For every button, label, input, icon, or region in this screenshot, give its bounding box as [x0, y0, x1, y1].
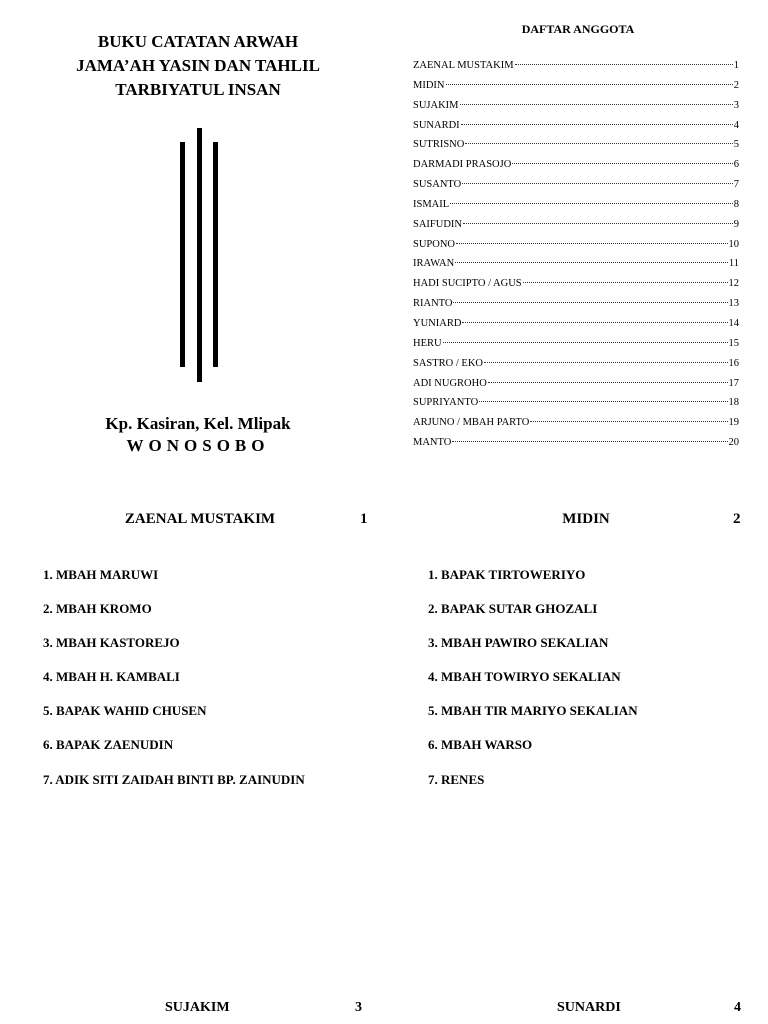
list-item: 5. MBAH TIR MARIYO SEKALIAN: [428, 703, 638, 719]
member-page: 10: [728, 238, 739, 250]
list-item: 6. BAPAK ZAENUDIN: [43, 737, 174, 753]
member-row: [413, 195, 739, 215]
list-item: 7. RENES: [428, 771, 485, 787]
dot-leader: [465, 143, 732, 144]
section-name: MIDIN: [562, 511, 610, 527]
cover-title-line-3: TARBIYATUL INSAN: [115, 80, 281, 99]
member-page: 16: [728, 357, 739, 369]
cover-title-line-1: BUKU CATATAN ARWAH: [97, 32, 299, 51]
member-name: SUSANTO: [413, 179, 462, 191]
member-name: ISMAIL: [413, 198, 450, 210]
member-row: [413, 393, 739, 413]
member-row: [413, 254, 739, 274]
member-name: HERU: [413, 337, 442, 349]
member-page: 7: [733, 179, 739, 191]
ornament-bar-right: [213, 142, 218, 367]
section-name: SUNARDI: [557, 1000, 621, 1015]
section-number: 4: [734, 1000, 741, 1015]
dot-leader: [453, 302, 727, 303]
member-row: [413, 314, 739, 334]
member-row: [413, 135, 739, 155]
cover-place: Kp. Kasiran, Kel. Mlipak: [105, 414, 291, 433]
member-page: 1: [733, 60, 739, 71]
member-name: SAIFUDIN: [413, 218, 463, 230]
list-item: 3. MBAH KASTOREJO: [43, 635, 180, 651]
member-name: DARMADI PRASOJO: [413, 159, 512, 171]
section-number-3-wrap: [355, 1000, 362, 1016]
member-page: 5: [733, 139, 739, 151]
member-name: ARJUNO / MBAH PARTO: [413, 417, 530, 429]
member-name: ZAENAL MUSTAKIM: [413, 60, 514, 71]
member-row: [413, 96, 739, 116]
member-page: 13: [728, 298, 739, 310]
dot-leader: [456, 243, 727, 244]
list-item: 2. MBAH KROMO: [43, 601, 152, 617]
section-number: 2: [733, 511, 741, 527]
member-row: [413, 334, 739, 354]
member-row: [413, 354, 739, 374]
member-page: 20: [728, 437, 739, 449]
dot-leader: [484, 362, 727, 363]
section-name: ZAENAL MUSTAKIM: [124, 511, 276, 527]
dot-leader: [515, 64, 733, 65]
member-row: [413, 413, 739, 433]
member-page: 11: [728, 258, 739, 270]
member-page: 2: [733, 79, 739, 91]
member-row: [413, 155, 739, 175]
section-name: SUJAKIM: [165, 1000, 230, 1015]
member-row: [413, 76, 739, 96]
dot-leader: [462, 183, 733, 184]
member-page: 3: [733, 99, 739, 111]
member-row: [413, 56, 739, 76]
member-page: 18: [728, 397, 739, 409]
section-number-2-wrap: [733, 511, 741, 528]
list-item: 2. BAPAK SUTAR GHOZALI: [428, 601, 598, 617]
member-row: [413, 433, 739, 453]
dot-leader: [512, 163, 732, 164]
member-name: YUNIARD: [413, 317, 462, 329]
member-row: [413, 235, 739, 255]
member-name: IRAWAN: [413, 258, 455, 270]
dot-leader: [452, 441, 727, 442]
member-row: [413, 175, 739, 195]
section-header-1: ZAENAL MUSTAKIM 1: [40, 511, 360, 528]
dot-leader: [462, 322, 727, 323]
member-name: HADI SUCIPTO / AGUS: [413, 278, 522, 290]
dot-leader: [446, 84, 733, 85]
member-page: 4: [733, 119, 739, 131]
dot-leader: [460, 104, 733, 105]
member-page: 6: [733, 159, 739, 171]
member-page: 12: [728, 278, 739, 290]
member-name: RIANTO: [413, 298, 453, 310]
member-row: [413, 294, 739, 314]
list-item: 5. BAPAK WAHID CHUSEN: [43, 703, 207, 719]
dot-leader: [443, 342, 728, 343]
member-name: SUPRIYANTO: [413, 397, 479, 409]
section-number: 3: [355, 1000, 362, 1015]
member-page: 8: [733, 198, 739, 210]
dot-leader: [463, 223, 733, 224]
member-name: ADI NUGROHO: [413, 377, 487, 389]
member-name: SUNARDI: [413, 119, 460, 131]
dot-leader: [455, 262, 728, 263]
member-row: [413, 374, 739, 394]
dot-leader: [479, 401, 727, 402]
member-name: MIDIN: [413, 79, 445, 91]
members-title: DAFTAR ANGGOTA: [521, 22, 635, 36]
list-item: 1. BAPAK TIRTOWERIYO: [428, 567, 586, 582]
member-name: MANTO: [413, 437, 452, 449]
section-1-list: [43, 566, 305, 805]
list-item: 6. MBAH WARSO: [428, 737, 533, 753]
list-item: 4. MBAH H. KAMBALI: [43, 669, 180, 685]
member-name: SUTRISNO: [413, 139, 465, 151]
member-page: 15: [728, 337, 739, 349]
dot-leader: [530, 421, 727, 422]
member-name: SUJAKIM: [413, 99, 459, 111]
cover-title: [40, 30, 356, 102]
member-row: [413, 274, 739, 294]
member-name: SUPONO: [413, 238, 456, 250]
list-item: 1. MBAH MARUWI: [43, 567, 159, 582]
section-header-3: [165, 1000, 230, 1016]
ornament-bar-left: [180, 142, 185, 367]
section-2-list: [428, 566, 638, 805]
member-page: 9: [733, 218, 739, 230]
member-row: [413, 116, 739, 136]
member-page: 14: [728, 317, 739, 329]
dot-leader: [523, 282, 728, 283]
list-item: 4. MBAH TOWIRYO SEKALIAN: [428, 669, 621, 685]
list-item: 3. MBAH PAWIRO SEKALIAN: [428, 635, 609, 651]
vertical-lines-ornament: [178, 128, 220, 383]
member-row: [413, 215, 739, 235]
cover-city: WONOSOBO: [126, 436, 270, 455]
dot-leader: [488, 382, 728, 383]
list-item: 7. ADIK SITI ZAIDAH BINTI BP. ZAINUDIN: [43, 771, 305, 787]
section-header-2: [413, 511, 759, 528]
ornament-bar-center: [197, 128, 202, 382]
section-number-4-wrap: [734, 1000, 741, 1016]
section-header-4: [557, 1000, 621, 1016]
member-page: 19: [728, 417, 739, 429]
member-page: 17: [728, 377, 739, 389]
dot-leader: [450, 203, 733, 204]
dot-leader: [461, 124, 733, 125]
cover-address: [40, 413, 356, 457]
member-name: SASTRO / EKO: [413, 357, 484, 369]
member-list: [413, 56, 739, 453]
cover-title-line-2: JAMA’AH YASIN DAN TAHLIL: [76, 56, 320, 75]
